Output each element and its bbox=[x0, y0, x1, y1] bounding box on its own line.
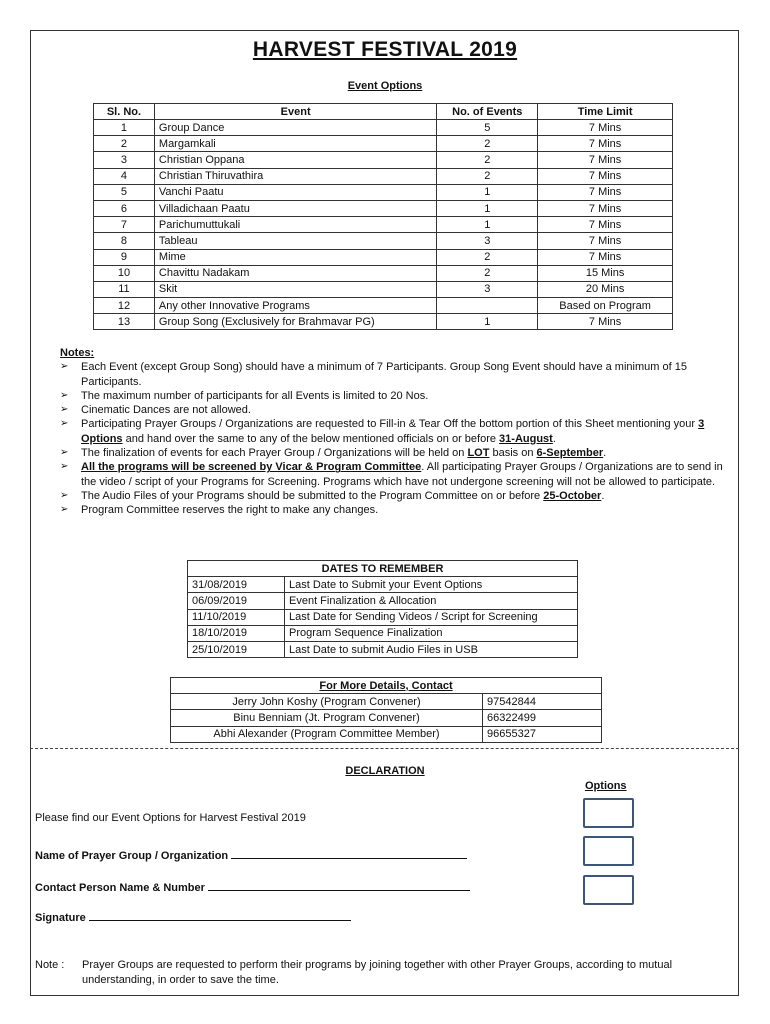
options-label: Options bbox=[585, 780, 627, 792]
col-event: Event bbox=[154, 104, 436, 120]
cell-event: Parichumuttukali bbox=[154, 217, 436, 233]
footnote-text: Prayer Groups are requested to perform their programs by joining together with other Prayer Groups, according to mutual understanding, in order to save the time. bbox=[82, 959, 673, 986]
cell-time-limit: 7 Mins bbox=[538, 168, 673, 184]
contact-person-row bbox=[35, 881, 470, 894]
table-row bbox=[188, 625, 578, 641]
cell-sl-no: 12 bbox=[94, 298, 155, 314]
cell-contact-number: 97542844 bbox=[483, 694, 602, 710]
events-table-body bbox=[94, 120, 673, 330]
cell-event: Vanchi Paatu bbox=[154, 184, 436, 200]
cell-sl-no: 8 bbox=[94, 233, 155, 249]
cell-no-of-events: 2 bbox=[437, 265, 538, 281]
cell-event: Mime bbox=[154, 249, 436, 265]
cell-sl-no: 4 bbox=[94, 168, 155, 184]
cell-event: Tableau bbox=[154, 233, 436, 249]
table-row bbox=[94, 233, 673, 249]
cell-sl-no: 10 bbox=[94, 265, 155, 281]
cell-time-limit: 7 Mins bbox=[538, 120, 673, 136]
cell-event: Villadichaan Paatu bbox=[154, 200, 436, 216]
cell-event: Skit bbox=[154, 281, 436, 297]
cell-event: Margamkali bbox=[154, 136, 436, 152]
table-row bbox=[94, 184, 673, 200]
cell-time-limit: 7 Mins bbox=[538, 152, 673, 168]
signature-label: Signature bbox=[35, 912, 86, 924]
cell-time-limit: 15 Mins bbox=[538, 265, 673, 281]
cell-time-limit: 7 Mins bbox=[538, 249, 673, 265]
cell-sl-no: 13 bbox=[94, 314, 155, 330]
cell-no-of-events: 5 bbox=[437, 120, 538, 136]
cell-description: Last Date to Submit your Event Options bbox=[285, 577, 578, 593]
cell-date: 31/08/2019 bbox=[188, 577, 285, 593]
cell-sl-no: 5 bbox=[94, 184, 155, 200]
contact-table bbox=[170, 677, 602, 743]
contact-heading: For More Details, Contact bbox=[171, 678, 602, 694]
events-table bbox=[93, 103, 673, 330]
cell-event: Chavittu Nadakam bbox=[154, 265, 436, 281]
cell-no-of-events: 2 bbox=[437, 152, 538, 168]
cell-no-of-events: 2 bbox=[437, 136, 538, 152]
table-row bbox=[94, 249, 673, 265]
declaration-statement: Please find our Event Options for Harvest Festival 2019 bbox=[35, 812, 306, 824]
signature-field[interactable] bbox=[89, 911, 351, 921]
table-row bbox=[171, 710, 602, 726]
cell-event: Christian Oppana bbox=[154, 152, 436, 168]
cell-date: 25/10/2019 bbox=[188, 641, 285, 657]
cell-no-of-events bbox=[437, 298, 538, 314]
table-row bbox=[171, 694, 602, 710]
event-options-heading: Event Options bbox=[347, 80, 423, 92]
cell-description: Last Date for Sending Videos / Script for Screening bbox=[285, 609, 578, 625]
note-item: ➢ Program Committee reserves the right to make any changes. bbox=[60, 503, 740, 517]
note-item: ➢ Each Event (except Group Song) should have a minimum of 7 Participants. Group Song Event should have a minimum of 15 Participants. bbox=[60, 360, 740, 389]
cell-date: 18/10/2019 bbox=[188, 625, 285, 641]
cell-time-limit: 7 Mins bbox=[538, 200, 673, 216]
cell-no-of-events: 2 bbox=[437, 168, 538, 184]
org-name-field[interactable] bbox=[231, 849, 467, 859]
note-item: ➢ The Audio Files of your Programs should be submitted to the Program Committee on or before 25-October. bbox=[60, 489, 740, 503]
cell-sl-no: 3 bbox=[94, 152, 155, 168]
org-name-label: Name of Prayer Group / Organization bbox=[35, 850, 229, 862]
cell-contact-name: Abhi Alexander (Program Committee Member) bbox=[171, 726, 483, 742]
cell-sl-no: 7 bbox=[94, 217, 155, 233]
footnote-label: Note : bbox=[35, 959, 65, 971]
contact-person-field[interactable] bbox=[208, 881, 470, 891]
option-box-2[interactable] bbox=[583, 836, 634, 866]
table-row bbox=[94, 200, 673, 216]
table-row bbox=[94, 281, 673, 297]
table-row bbox=[94, 298, 673, 314]
cell-event: Group Dance bbox=[154, 120, 436, 136]
table-row bbox=[94, 314, 673, 330]
cell-contact-number: 66322499 bbox=[483, 710, 602, 726]
note-item: ➢ The finalization of events for each Prayer Group / Organizations will be held on LOT basis on 6-September. bbox=[60, 446, 740, 460]
table-row bbox=[94, 152, 673, 168]
org-name-row bbox=[35, 849, 467, 862]
dates-table bbox=[187, 560, 578, 658]
notes-list bbox=[60, 360, 740, 517]
cell-no-of-events: 1 bbox=[437, 184, 538, 200]
dates-heading: DATES TO REMEMBER bbox=[188, 561, 578, 577]
contact-table-body bbox=[171, 694, 602, 743]
cell-time-limit: 7 Mins bbox=[538, 217, 673, 233]
cell-no-of-events: 1 bbox=[437, 200, 538, 216]
cell-no-of-events: 3 bbox=[437, 281, 538, 297]
cell-no-of-events: 1 bbox=[437, 217, 538, 233]
cell-time-limit: 7 Mins bbox=[538, 184, 673, 200]
table-row bbox=[94, 136, 673, 152]
cell-description: Event Finalization & Allocation bbox=[285, 593, 578, 609]
cell-time-limit: 20 Mins bbox=[538, 281, 673, 297]
cell-no-of-events: 1 bbox=[437, 314, 538, 330]
cell-description: Last Date to submit Audio Files in USB bbox=[285, 641, 578, 657]
notes-heading: Notes: bbox=[60, 347, 95, 359]
table-row bbox=[188, 593, 578, 609]
cell-contact-name: Jerry John Koshy (Program Convener) bbox=[171, 694, 483, 710]
cell-sl-no: 11 bbox=[94, 281, 155, 297]
option-box-1[interactable] bbox=[583, 798, 634, 828]
table-row bbox=[94, 168, 673, 184]
cell-time-limit: Based on Program bbox=[538, 298, 673, 314]
table-row bbox=[188, 609, 578, 625]
table-row bbox=[171, 726, 602, 742]
note-item: ➢ Participating Prayer Groups / Organizations are requested to Fill-in & Tear Off the bottom portion of this Sheet mentioning your 3 Options and hand over the same to any of the below mentioned officials on or before 31-August. bbox=[60, 417, 740, 446]
cell-time-limit: 7 Mins bbox=[538, 314, 673, 330]
cell-sl-no: 2 bbox=[94, 136, 155, 152]
signature-row bbox=[35, 911, 351, 924]
notes-section bbox=[60, 346, 740, 518]
cell-no-of-events: 3 bbox=[437, 233, 538, 249]
cell-event: Group Song (Exclusively for Brahmavar PG) bbox=[154, 314, 436, 330]
cell-no-of-events: 2 bbox=[437, 249, 538, 265]
cell-date: 06/09/2019 bbox=[188, 593, 285, 609]
table-row bbox=[188, 641, 578, 657]
declaration-heading: DECLARATION bbox=[345, 765, 425, 777]
events-table-header bbox=[94, 104, 673, 120]
contact-person-label: Contact Person Name & Number bbox=[35, 882, 205, 894]
cell-contact-number: 96655327 bbox=[483, 726, 602, 742]
cell-event: Christian Thiruvathira bbox=[154, 168, 436, 184]
col-sl-no: Sl. No. bbox=[94, 104, 155, 120]
note-item: ➢ All the programs will be screened by Vicar & Program Committee. All participating Prayer Groups / Organizations are to send in the video / script of your Programs for Screening. Programs which have not undergone screening will not be allowed to participate. bbox=[60, 460, 740, 489]
note-item: ➢ The maximum number of participants for all Events is limited to 20 Nos. bbox=[60, 389, 740, 403]
cell-sl-no: 1 bbox=[94, 120, 155, 136]
table-row bbox=[94, 217, 673, 233]
col-no-of-events: No. of Events bbox=[437, 104, 538, 120]
cell-sl-no: 9 bbox=[94, 249, 155, 265]
dates-table-body bbox=[188, 577, 578, 658]
note-item: ➢ Cinematic Dances are not allowed. bbox=[60, 403, 740, 417]
table-row bbox=[94, 120, 673, 136]
cell-time-limit: 7 Mins bbox=[538, 233, 673, 249]
table-row bbox=[94, 265, 673, 281]
cell-contact-name: Binu Benniam (Jt. Program Convener) bbox=[171, 710, 483, 726]
cell-sl-no: 6 bbox=[94, 200, 155, 216]
cell-date: 11/10/2019 bbox=[188, 609, 285, 625]
cell-description: Program Sequence Finalization bbox=[285, 625, 578, 641]
cell-time-limit: 7 Mins bbox=[538, 136, 673, 152]
col-time-limit: Time Limit bbox=[538, 104, 673, 120]
tear-off-line bbox=[30, 748, 739, 749]
page-title: HARVEST FESTIVAL 2019 bbox=[252, 38, 518, 61]
footnote bbox=[35, 958, 735, 988]
option-box-3[interactable] bbox=[583, 875, 634, 905]
table-row bbox=[188, 577, 578, 593]
cell-event: Any other Innovative Programs bbox=[154, 298, 436, 314]
